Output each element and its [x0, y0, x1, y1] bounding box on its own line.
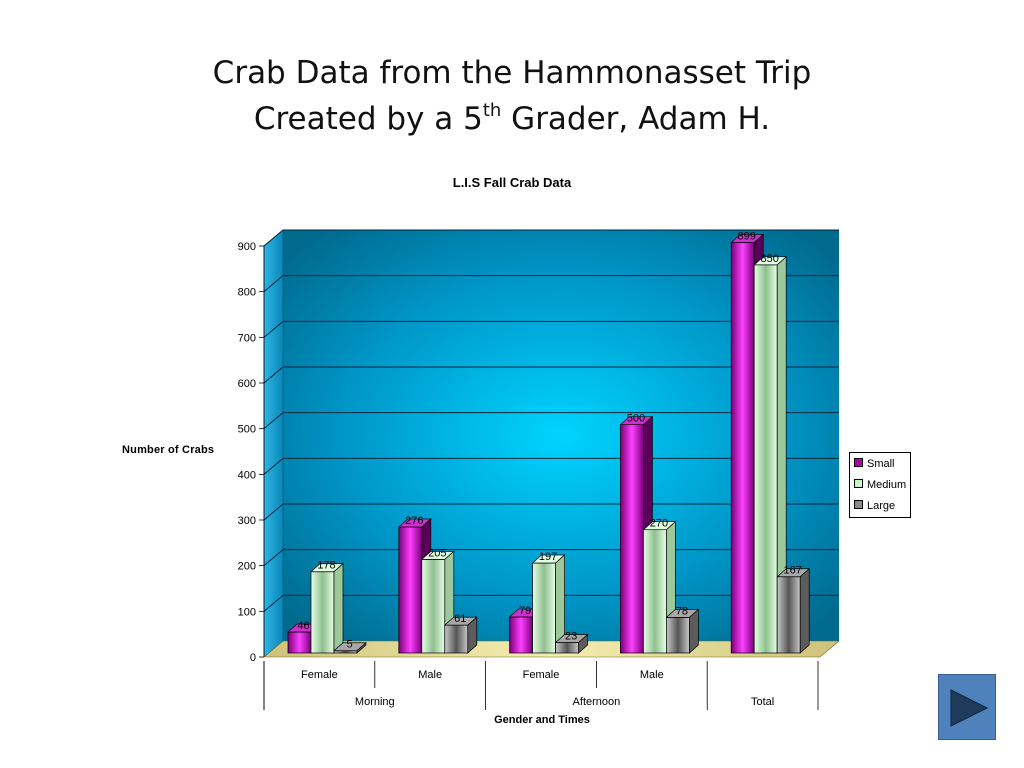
y-tick-label: 400 [237, 469, 256, 482]
bar-front [399, 527, 422, 653]
y-tick-label: 500 [237, 423, 256, 436]
y-axis-label: Number of Crabs [122, 444, 215, 456]
bar-side [800, 569, 809, 653]
chart-title: L.I.S Fall Crab Data [452, 175, 572, 190]
title-text: Grader, Adam H. [501, 101, 771, 137]
y-tick-label: 0 [249, 652, 256, 664]
slide-title-line1: Crab Data from the Hammonasset Trip [212, 55, 812, 91]
bar-front [731, 242, 754, 653]
legend-item-large [854, 499, 895, 513]
x-group-label: Afternoon [572, 696, 621, 708]
bar-front [311, 572, 334, 653]
data-label: 500 [626, 412, 646, 425]
bar-front [510, 617, 533, 653]
data-label: 79 [518, 604, 532, 617]
x-category-label: Male [418, 669, 443, 681]
bar-side [334, 564, 343, 653]
y-tick-label: 200 [237, 560, 256, 573]
x-category-label: Female [301, 669, 338, 681]
bar-front [556, 642, 579, 653]
data-label: 197 [538, 551, 558, 564]
x-category-label: Male [639, 669, 664, 681]
x-group-label: Morning [354, 696, 395, 708]
bar-front [666, 617, 689, 653]
y-tick-label: 700 [237, 332, 256, 345]
y-tick-label: 800 [237, 286, 256, 299]
bar-side [689, 609, 698, 653]
legend-swatch-small [854, 458, 863, 467]
x-axis-label: Gender and Times [494, 714, 590, 726]
bar-front [422, 559, 445, 653]
bar-front [533, 563, 556, 653]
data-label: 78 [675, 605, 689, 618]
y-tick-label: 100 [237, 606, 256, 619]
legend-swatch-medium [854, 479, 863, 488]
play-triangle-icon [939, 675, 997, 741]
x-category-label: Female [522, 669, 560, 681]
chart-legend [849, 452, 911, 518]
legend-label: Large [867, 500, 896, 512]
legend-label: Medium [867, 479, 907, 491]
bar-front [643, 530, 666, 653]
data-label: 23 [564, 630, 578, 643]
legend-item-small [854, 457, 895, 471]
bar-front [620, 425, 643, 653]
title-text: Created by a 5 [253, 101, 483, 137]
y-tick-label: 900 [237, 241, 256, 253]
data-label: 167 [783, 564, 802, 577]
data-label: 5 [346, 638, 353, 651]
bar-front [445, 625, 468, 653]
data-label: 205 [428, 547, 447, 560]
bar-front [777, 577, 800, 653]
data-label: 850 [760, 252, 779, 265]
bar-front [754, 265, 777, 653]
data-label: 899 [737, 230, 756, 243]
next-slide-button[interactable] [938, 674, 996, 740]
chart-side-wall [264, 230, 283, 657]
bar-front [288, 632, 311, 653]
legend-label: Small [867, 458, 895, 470]
y-tick-label: 600 [237, 378, 256, 390]
data-label: 270 [649, 517, 669, 530]
data-label: 178 [317, 559, 336, 572]
data-label: 61 [454, 613, 467, 626]
title-superscript: th [482, 100, 502, 121]
legend-swatch-large [854, 500, 863, 509]
bar-large [777, 569, 809, 653]
bar-medium [311, 564, 343, 653]
legend-item-medium [854, 478, 906, 492]
data-label: 46 [297, 619, 310, 632]
x-group-label: Total [750, 696, 775, 708]
data-label: 276 [405, 514, 424, 527]
y-tick-label: 300 [237, 515, 256, 527]
